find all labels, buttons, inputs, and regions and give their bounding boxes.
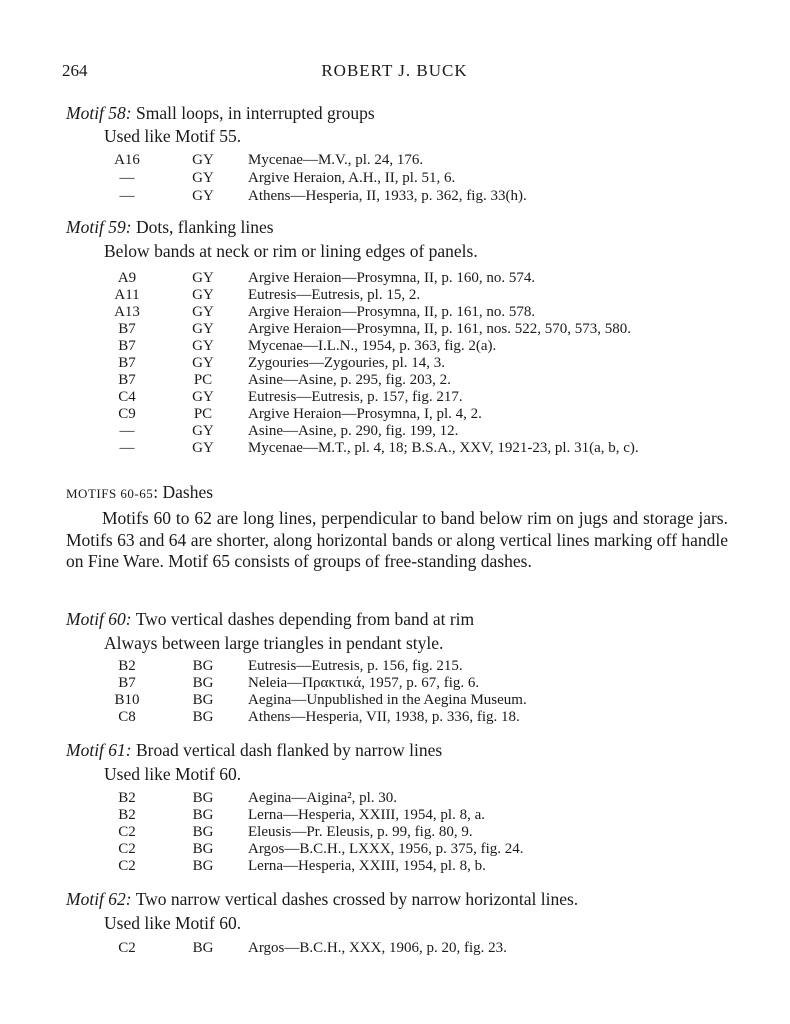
reference-row (0, 824, 790, 841)
period-code: B2 (118, 658, 136, 674)
period-code: C2 (118, 841, 136, 857)
ware-code: GY (192, 355, 214, 371)
ware-code: PC (193, 372, 213, 388)
period-code: — (119, 440, 135, 456)
reference-row (0, 423, 790, 440)
section-paragraph-text: Motifs 60 to 62 are long lines, perpendicular to band below rim on jugs and storage jars. Motifs 63 and 64 are shorter, along horizontal bands or along vertical lines marking off handle on Fine Ware. Motif 65 consists of groups of free-standing dashes. (66, 508, 728, 571)
reference-row (0, 790, 790, 807)
site-reference: Neleia—Πρακτικά, 1957, p. 67, fig. 6. (248, 675, 480, 691)
ware-code: BG (192, 675, 214, 691)
ware-code: GY (192, 287, 214, 303)
reference-row (0, 270, 790, 287)
site-reference: Eutresis—Eutresis, p. 156, fig. 215. (248, 658, 463, 674)
reference-row (0, 841, 790, 858)
ware-code: GY (192, 423, 214, 439)
motif-description: Broad vertical dash flanked by narrow lines (136, 740, 443, 760)
ware-code: GY (192, 270, 214, 286)
reference-row (0, 807, 790, 824)
motif-label: Motif 58: (66, 103, 132, 123)
ware-code: GY (192, 389, 214, 405)
site-reference: Eutresis—Eutresis, pl. 15, 2. (248, 287, 421, 303)
ware-code: BG (192, 807, 214, 823)
period-code: C8 (118, 709, 136, 725)
reference-row (0, 406, 790, 423)
reference-row (0, 675, 790, 692)
motif-label: Motif 60: (66, 609, 132, 629)
reference-row (0, 304, 790, 321)
reference-row (0, 372, 790, 389)
site-reference: Lerna—Hesperia, XXIII, 1954, pl. 8, a. (248, 807, 486, 823)
period-code: B7 (118, 372, 136, 388)
site-reference: Mycenae—M.V., pl. 24, 176. (248, 152, 424, 168)
reference-row (0, 709, 790, 726)
reference-row (0, 152, 790, 169)
page-number: 264 (62, 61, 88, 80)
ware-code: BG (192, 858, 214, 874)
ware-code: GY (192, 304, 214, 320)
period-code: C9 (118, 406, 136, 422)
period-code: A13 (114, 304, 140, 320)
ware-code: BG (192, 692, 214, 708)
site-reference: Argos—B.C.H., XXX, 1906, p. 20, fig. 23. (248, 940, 507, 956)
site-reference: Argive Heraion—Prosymna, II, p. 161, no. 578. (248, 304, 536, 320)
motif-usage-note: Below bands at neck or rim or lining edges of panels. (104, 241, 478, 261)
motif-label: Motif 59: (66, 217, 132, 237)
period-code: — (119, 188, 135, 204)
ware-code: GY (192, 170, 214, 186)
site-reference: Athens—Hesperia, II, 1933, p. 362, fig. 33(h). (248, 188, 527, 204)
ware-code: BG (192, 658, 214, 674)
ware-code: GY (192, 152, 214, 168)
site-reference: Mycenae—I.L.N., 1954, p. 363, fig. 2(a). (248, 338, 497, 354)
period-code: C2 (118, 940, 136, 956)
site-reference: Aegina—Aigina², pl. 30. (248, 790, 398, 806)
motif-usage-note: Always between large triangles in pendant style. (104, 633, 444, 653)
period-code: C2 (118, 824, 136, 840)
reference-row (0, 692, 790, 709)
ware-code: GY (192, 321, 214, 337)
site-reference: Aegina—Unpublished in the Aegina Museum. (248, 692, 527, 708)
period-code: A16 (114, 152, 140, 168)
site-reference: Mycenae—M.T., pl. 4, 18; B.S.A., XXV, 1921-23, pl. 31(a, b, c). (248, 440, 639, 456)
period-code: B2 (118, 807, 136, 823)
period-code: B7 (118, 321, 136, 337)
ware-code: PC (193, 406, 213, 422)
section-heading-rest: : Dashes (153, 482, 214, 502)
section-heading-smallcaps: MOTIFS 60-65 (66, 486, 154, 501)
period-code: B2 (118, 790, 136, 806)
section-paragraph (66, 508, 728, 573)
site-reference: Argive Heraion—Prosymna, II, p. 161, nos. 522, 570, 573, 580. (248, 321, 632, 337)
motif-description: Dots, flanking lines (136, 217, 274, 237)
reference-row (0, 188, 790, 205)
motif-description: Two narrow vertical dashes crossed by narrow horizontal lines. (135, 889, 579, 909)
motif-usage-note: Used like Motif 55. (104, 126, 242, 146)
site-reference: Athens—Hesperia, VII, 1938, p. 336, fig. 18. (248, 709, 520, 725)
site-reference: Eutresis—Eutresis, p. 157, fig. 217. (248, 389, 463, 405)
period-code: A11 (114, 287, 140, 303)
ware-code: GY (192, 188, 214, 204)
section-heading (66, 482, 213, 503)
page-header (62, 61, 727, 85)
motif-description: Two vertical dashes depending from band at rim (135, 609, 475, 629)
period-code: B10 (114, 692, 140, 708)
reference-row (0, 658, 790, 675)
period-code: — (119, 170, 135, 186)
reference-row (0, 858, 790, 875)
motif-title (66, 889, 578, 910)
site-reference: Argive Heraion, A.H., II, pl. 51, 6. (248, 170, 456, 186)
reference-row (0, 287, 790, 304)
reference-row (0, 940, 790, 957)
site-reference: Lerna—Hesperia, XXIII, 1954, pl. 8, b. (248, 858, 486, 874)
site-reference: Argive Heraion—Prosymna, I, pl. 4, 2. (248, 406, 482, 422)
ware-code: BG (192, 940, 214, 956)
motif-label: Motif 61: (66, 740, 132, 760)
motif-usage-note: Used like Motif 60. (104, 913, 242, 933)
period-code: C2 (118, 858, 136, 874)
site-reference: Argos—B.C.H., LXXX, 1956, p. 375, fig. 24. (248, 841, 524, 857)
motif-title (66, 740, 442, 761)
ware-code: BG (192, 709, 214, 725)
ware-code: GY (192, 440, 214, 456)
ware-code: BG (192, 790, 214, 806)
site-reference: Argive Heraion—Prosymna, II, p. 160, no. 574. (248, 270, 536, 286)
ware-code: GY (192, 338, 214, 354)
site-reference: Zygouries—Zygouries, pl. 14, 3. (248, 355, 446, 371)
motif-title (66, 103, 375, 124)
reference-row (0, 389, 790, 406)
reference-row (0, 338, 790, 355)
motif-title (66, 609, 474, 630)
running-title: ROBERT J. BUCK (321, 61, 468, 80)
motif-usage-note: Used like Motif 60. (104, 764, 242, 784)
site-reference: Eleusis—Pr. Eleusis, p. 99, fig. 80, 9. (248, 824, 473, 840)
reference-row (0, 321, 790, 338)
reference-row (0, 355, 790, 372)
ware-code: BG (192, 824, 214, 840)
period-code: B7 (118, 675, 136, 691)
ware-code: BG (192, 841, 214, 857)
period-code: C4 (118, 389, 136, 405)
site-reference: Asine—Asine, p. 295, fig. 203, 2. (248, 372, 451, 388)
site-reference: Asine—Asine, p. 290, fig. 199, 12. (248, 423, 459, 439)
period-code: B7 (118, 338, 136, 354)
motif-description: Small loops, in interrupted groups (136, 103, 375, 123)
motif-title (66, 217, 274, 238)
period-code: B7 (118, 355, 136, 371)
period-code: — (119, 423, 135, 439)
reference-row (0, 170, 790, 187)
motif-label: Motif 62: (66, 889, 132, 909)
period-code: A9 (117, 270, 137, 286)
reference-row (0, 440, 790, 457)
